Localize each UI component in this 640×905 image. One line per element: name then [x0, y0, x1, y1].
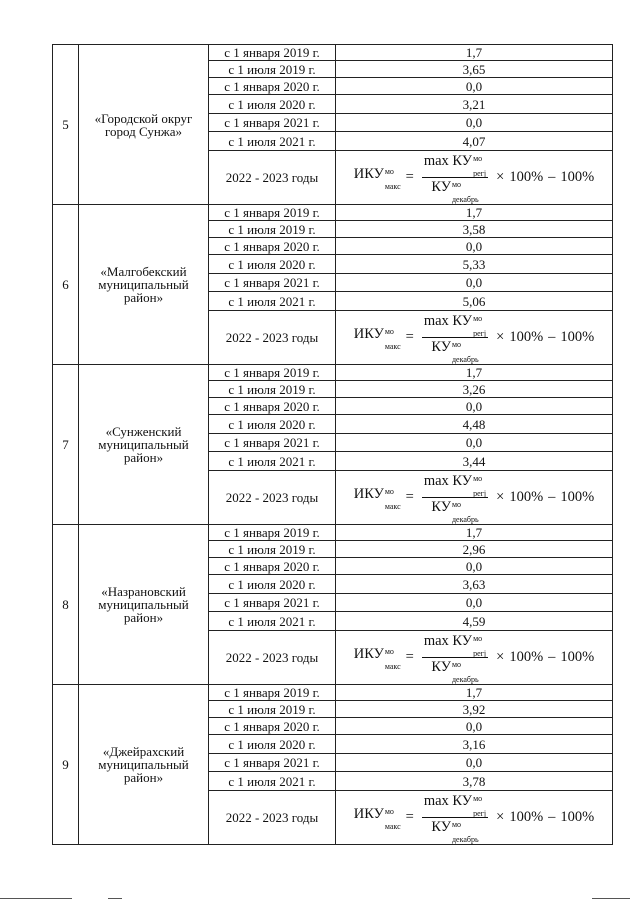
formula-den-symbol: КУ — [431, 339, 451, 355]
formula-den-symbol: КУ — [431, 819, 451, 835]
formula-lhs — [353, 646, 401, 671]
effective-date: с 1 января 2019 г. — [209, 525, 336, 541]
effective-date: с 1 января 2020 г. — [209, 78, 336, 95]
formula-cell — [336, 791, 613, 845]
footer-rule-right — [592, 898, 630, 899]
growth-index-value: 0,0 — [336, 274, 613, 292]
formula-denominator — [431, 818, 479, 844]
formula-minus: – — [548, 169, 556, 186]
growth-index-value: 2,96 — [336, 541, 613, 558]
formula-den-sub: декабрь — [451, 515, 479, 524]
row-number: 9 — [53, 685, 79, 845]
growth-index-value: 3,65 — [336, 61, 613, 78]
formula-denominator — [431, 498, 479, 524]
formula-den-symbol: КУ — [431, 659, 451, 675]
formula-lhs-symbol: ИКУ — [353, 166, 384, 182]
formula-percent-2: 100% — [560, 169, 595, 186]
formula-times: × — [496, 169, 505, 186]
formula-equals: = — [405, 489, 414, 506]
formula-den-sub: декабрь — [451, 835, 479, 844]
formula-times: × — [496, 649, 505, 666]
formula-den-sub: декабрь — [451, 355, 479, 364]
formula-fraction — [422, 473, 488, 524]
tariff-table — [52, 44, 613, 845]
period-label: 2022 - 2023 годы — [209, 471, 336, 525]
formula-num-symbol: max КУ — [423, 313, 473, 329]
effective-date: с 1 июля 2019 г. — [209, 221, 336, 238]
effective-date: с 1 января 2021 г. — [209, 754, 336, 772]
formula-times: × — [496, 809, 505, 826]
formula-num-symbol: max КУ — [423, 633, 473, 649]
growth-index-value: 0,0 — [336, 114, 613, 132]
effective-date: с 1 января 2021 г. — [209, 114, 336, 132]
formula-lhs-symbol: ИКУ — [353, 326, 384, 342]
max-growth-formula — [336, 153, 612, 204]
effective-date: с 1 июля 2021 г. — [209, 292, 336, 311]
formula-num-sub: регj — [473, 649, 487, 658]
effective-date: с 1 января 2020 г. — [209, 398, 336, 415]
formula-den-symbol: КУ — [431, 499, 451, 515]
formula-lhs-sub: макс — [384, 502, 401, 511]
growth-index-value: 3,44 — [336, 452, 613, 471]
formula-equals: = — [405, 169, 414, 186]
formula-minus: – — [548, 489, 556, 506]
formula-numerator — [422, 794, 488, 818]
table-row — [53, 365, 613, 381]
effective-date: с 1 июля 2020 г. — [209, 735, 336, 754]
formula-lhs-symbol: ИКУ — [353, 806, 384, 822]
growth-index-value: 0,0 — [336, 398, 613, 415]
growth-index-value: 0,0 — [336, 718, 613, 735]
formula-lhs — [353, 486, 401, 511]
effective-date: с 1 июля 2021 г. — [209, 772, 336, 791]
growth-index-value: 3,58 — [336, 221, 613, 238]
formula-denominator — [431, 338, 479, 364]
municipality-name: «Назрановский муниципальный район» — [79, 525, 209, 685]
formula-lhs-sup: мо — [384, 647, 394, 656]
period-label: 2022 - 2023 годы — [209, 311, 336, 365]
formula-percent-1: 100% — [509, 329, 544, 346]
table-row — [53, 205, 613, 221]
footer-rule-left — [0, 898, 72, 899]
formula-cell — [336, 151, 613, 205]
formula-percent-1: 100% — [509, 649, 544, 666]
formula-equals: = — [405, 329, 414, 346]
formula-lhs — [353, 806, 401, 831]
growth-index-value: 1,7 — [336, 45, 613, 61]
formula-numerator — [422, 154, 488, 178]
growth-index-value: 5,33 — [336, 255, 613, 274]
effective-date: с 1 января 2020 г. — [209, 718, 336, 735]
formula-den-sub: декабрь — [451, 675, 479, 684]
growth-index-value: 3,26 — [336, 381, 613, 398]
formula-num-sup: мо — [473, 474, 483, 483]
formula-num-sup: мо — [473, 794, 483, 803]
formula-lhs-symbol: ИКУ — [353, 486, 384, 502]
formula-lhs — [353, 326, 401, 351]
growth-index-value: 1,7 — [336, 685, 613, 701]
effective-date: с 1 января 2019 г. — [209, 45, 336, 61]
formula-percent-2: 100% — [560, 489, 595, 506]
formula-numerator — [422, 314, 488, 338]
growth-index-value: 0,0 — [336, 558, 613, 575]
effective-date: с 1 января 2021 г. — [209, 434, 336, 452]
effective-date: с 1 июля 2020 г. — [209, 255, 336, 274]
formula-num-sup: мо — [473, 634, 483, 643]
growth-index-value: 0,0 — [336, 78, 613, 95]
growth-index-value: 3,78 — [336, 772, 613, 791]
max-growth-formula — [336, 793, 612, 844]
formula-lhs-sup: мо — [384, 327, 394, 336]
effective-date: с 1 января 2021 г. — [209, 274, 336, 292]
row-number: 7 — [53, 365, 79, 525]
effective-date: с 1 июля 2020 г. — [209, 575, 336, 594]
effective-date: с 1 января 2019 г. — [209, 365, 336, 381]
formula-den-sub: декабрь — [451, 195, 479, 204]
formula-percent-2: 100% — [560, 649, 595, 666]
period-label: 2022 - 2023 годы — [209, 151, 336, 205]
effective-date: с 1 января 2021 г. — [209, 594, 336, 612]
formula-percent-2: 100% — [560, 329, 595, 346]
formula-numerator — [422, 474, 488, 498]
growth-index-value: 3,92 — [336, 701, 613, 718]
formula-denominator — [431, 178, 479, 204]
formula-equals: = — [405, 649, 414, 666]
growth-index-value: 0,0 — [336, 238, 613, 255]
formula-den-sup: мо — [451, 180, 462, 189]
effective-date: с 1 июля 2019 г. — [209, 61, 336, 78]
formula-lhs-sup: мо — [384, 167, 394, 176]
formula-num-sub: регj — [473, 489, 487, 498]
growth-index-value: 0,0 — [336, 754, 613, 772]
formula-den-sup: мо — [451, 340, 462, 349]
period-label: 2022 - 2023 годы — [209, 791, 336, 845]
formula-fraction — [422, 633, 488, 684]
municipality-name: «Городской округ город Сунжа» — [79, 45, 209, 205]
growth-index-value: 4,07 — [336, 132, 613, 151]
table-row — [53, 45, 613, 61]
municipality-name: «Малгобекский муниципальный район» — [79, 205, 209, 365]
formula-lhs-sup: мо — [384, 487, 394, 496]
formula-num-symbol: max КУ — [423, 473, 473, 489]
formula-num-sub: регj — [473, 169, 487, 178]
formula-lhs — [353, 166, 401, 191]
table-row — [53, 685, 613, 701]
formula-denominator — [431, 658, 479, 684]
growth-index-value: 5,06 — [336, 292, 613, 311]
formula-den-sup: мо — [451, 500, 462, 509]
effective-date: с 1 июля 2019 г. — [209, 541, 336, 558]
effective-date: с 1 июля 2019 г. — [209, 381, 336, 398]
growth-index-value: 4,59 — [336, 612, 613, 631]
formula-equals: = — [405, 809, 414, 826]
formula-num-sup: мо — [473, 154, 483, 163]
effective-date: с 1 января 2020 г. — [209, 238, 336, 255]
formula-den-symbol: КУ — [431, 179, 451, 195]
growth-index-value: 1,7 — [336, 525, 613, 541]
row-number: 6 — [53, 205, 79, 365]
formula-cell — [336, 631, 613, 685]
formula-minus: – — [548, 809, 556, 826]
formula-lhs-sub: макс — [384, 342, 401, 351]
formula-num-symbol: max КУ — [423, 793, 473, 809]
growth-index-value: 3,16 — [336, 735, 613, 754]
effective-date: с 1 июля 2020 г. — [209, 95, 336, 114]
formula-cell — [336, 471, 613, 525]
row-number: 8 — [53, 525, 79, 685]
effective-date: с 1 января 2020 г. — [209, 558, 336, 575]
growth-index-value: 3,21 — [336, 95, 613, 114]
formula-den-sup: мо — [451, 660, 462, 669]
growth-index-value: 0,0 — [336, 434, 613, 452]
formula-num-sub: регj — [473, 809, 487, 818]
formula-fraction — [422, 793, 488, 844]
formula-percent-2: 100% — [560, 809, 595, 826]
formula-percent-1: 100% — [509, 489, 544, 506]
effective-date: с 1 июля 2019 г. — [209, 701, 336, 718]
formula-fraction — [422, 153, 488, 204]
formula-cell — [336, 311, 613, 365]
formula-fraction — [422, 313, 488, 364]
max-growth-formula — [336, 313, 612, 364]
effective-date: с 1 июля 2020 г. — [209, 415, 336, 434]
period-label: 2022 - 2023 годы — [209, 631, 336, 685]
formula-num-sup: мо — [473, 314, 483, 323]
footer-rule-mark — [108, 898, 122, 899]
formula-lhs-sub: макс — [384, 182, 401, 191]
municipality-name: «Сунженский муниципальный район» — [79, 365, 209, 525]
formula-num-sub: регj — [473, 329, 487, 338]
formula-lhs-sub: макс — [384, 662, 401, 671]
effective-date: с 1 июля 2021 г. — [209, 132, 336, 151]
table-row — [53, 525, 613, 541]
formula-num-symbol: max КУ — [423, 153, 473, 169]
effective-date: с 1 июля 2021 г. — [209, 612, 336, 631]
formula-lhs-sup: мо — [384, 807, 394, 816]
growth-index-value: 1,7 — [336, 365, 613, 381]
formula-minus: – — [548, 329, 556, 346]
growth-index-value: 1,7 — [336, 205, 613, 221]
growth-index-value: 4,48 — [336, 415, 613, 434]
growth-index-value: 0,0 — [336, 594, 613, 612]
formula-minus: – — [548, 649, 556, 666]
formula-numerator — [422, 634, 488, 658]
municipality-name: «Джейрахский муниципальный район» — [79, 685, 209, 845]
formula-times: × — [496, 329, 505, 346]
effective-date: с 1 января 2019 г. — [209, 205, 336, 221]
max-growth-formula — [336, 473, 612, 524]
effective-date: с 1 июля 2021 г. — [209, 452, 336, 471]
row-number: 5 — [53, 45, 79, 205]
formula-den-sup: мо — [451, 820, 462, 829]
max-growth-formula — [336, 633, 612, 684]
formula-percent-1: 100% — [509, 809, 544, 826]
formula-times: × — [496, 489, 505, 506]
growth-index-value: 3,63 — [336, 575, 613, 594]
effective-date: с 1 января 2019 г. — [209, 685, 336, 701]
formula-lhs-sub: макс — [384, 822, 401, 831]
formula-percent-1: 100% — [509, 169, 544, 186]
formula-lhs-symbol: ИКУ — [353, 646, 384, 662]
